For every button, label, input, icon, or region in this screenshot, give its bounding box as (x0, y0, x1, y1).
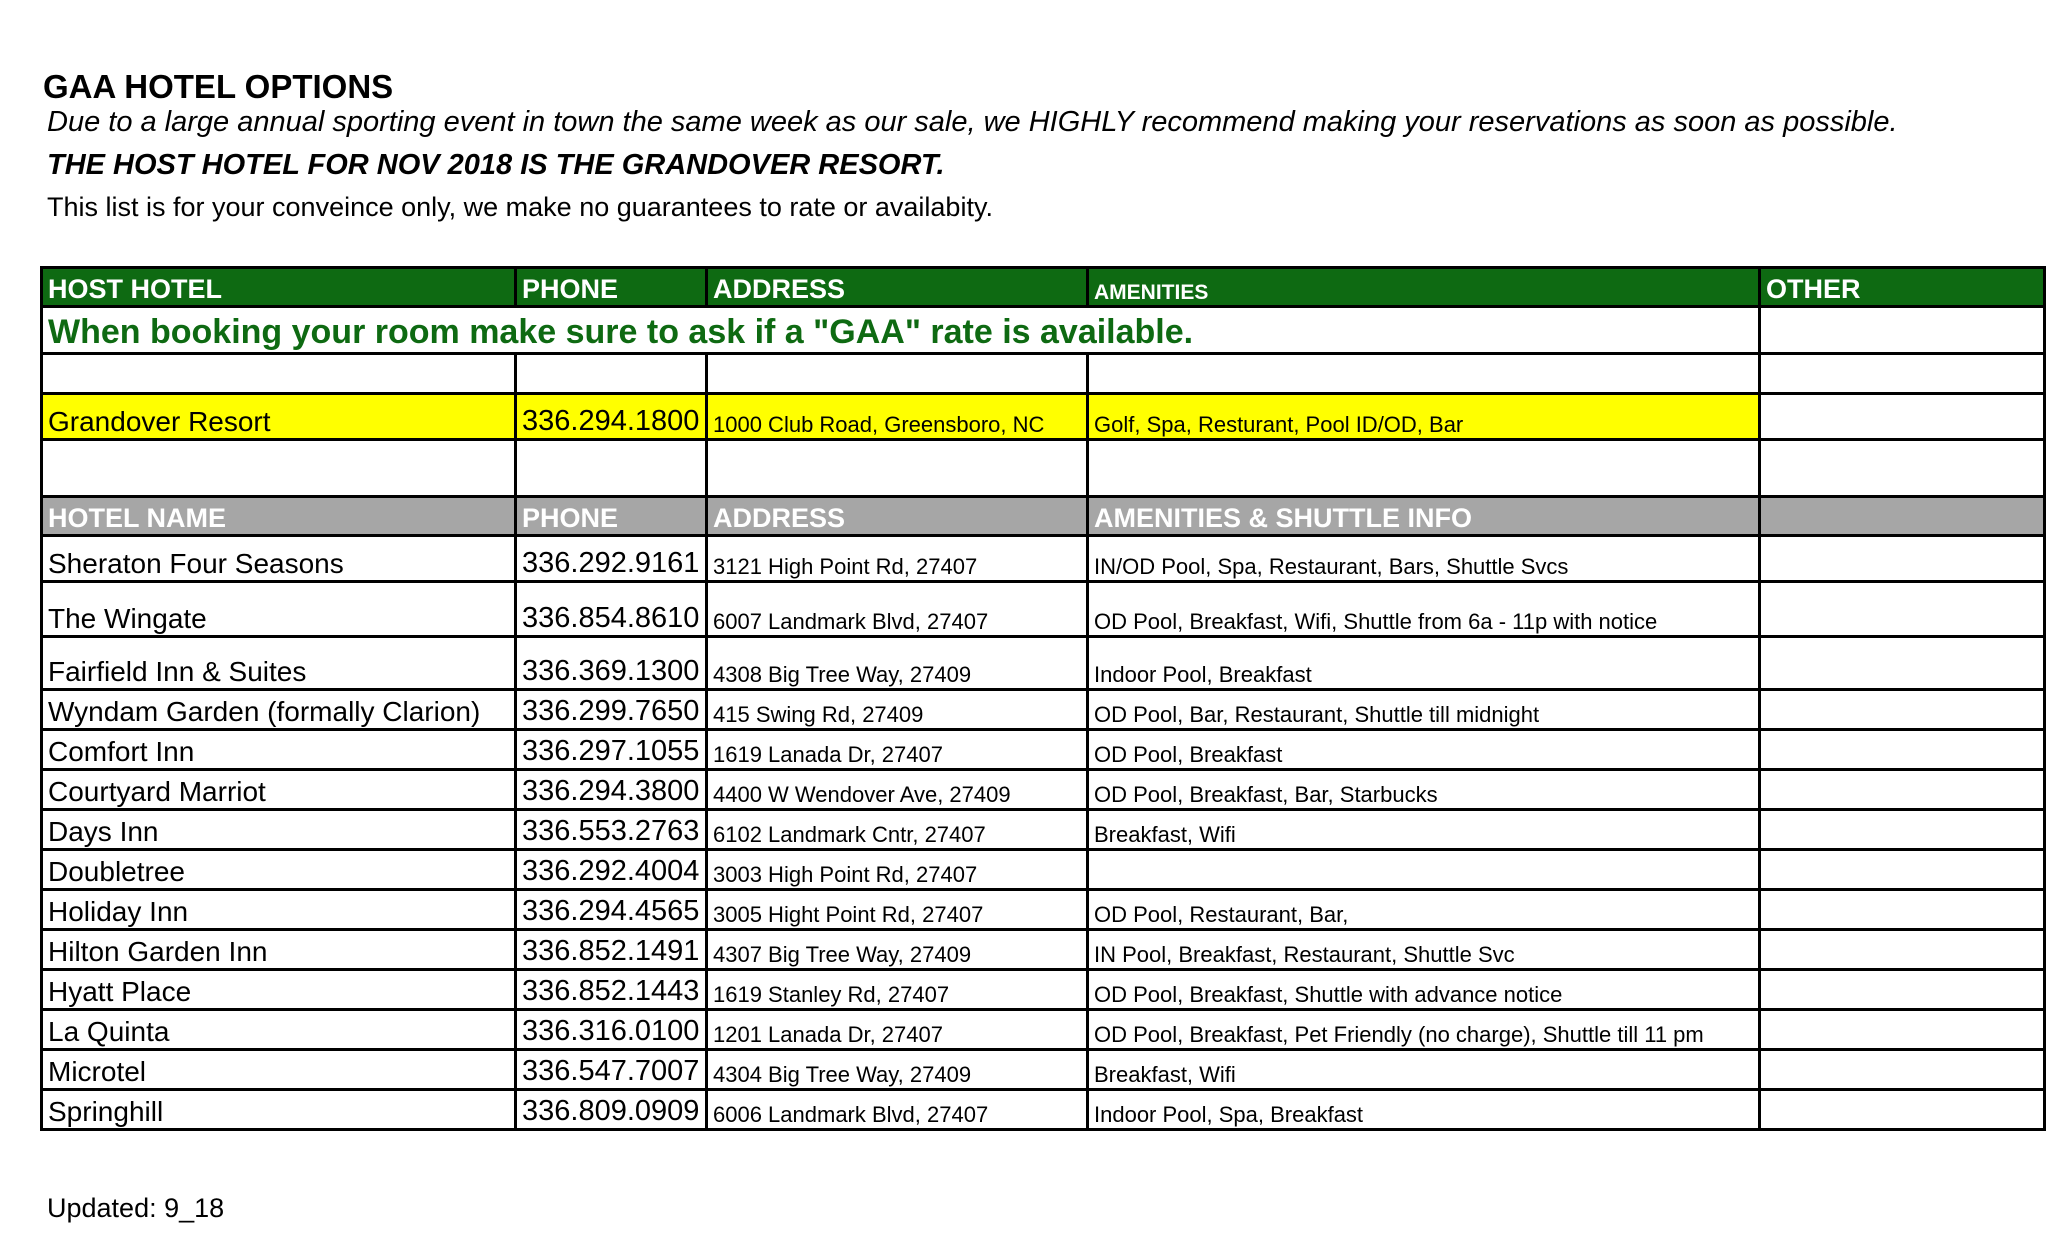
hotel-amenities: Breakfast, Wifi (1088, 1050, 1760, 1090)
table-row (42, 690, 2045, 730)
hotel-name: Comfort Inn (42, 730, 516, 770)
page-title: GAA HOTEL OPTIONS (43, 68, 394, 105)
header-phone: PHONE (516, 268, 707, 307)
hotel-name: Holiday Inn (42, 890, 516, 930)
hotel-phone: 336.292.4004 (516, 850, 707, 890)
hotel-other (1760, 1010, 2045, 1050)
spacer-row (42, 440, 2045, 497)
hotel-address: 4304 Big Tree Way, 27409 (707, 1050, 1088, 1090)
hotel-phone: 336.297.1055 (516, 730, 707, 770)
table-row (42, 1010, 2045, 1050)
disclaimer-line: This list is for your conveince only, we make no guarantees to rate or availabity. (47, 192, 993, 222)
header-other: OTHER (1760, 268, 2045, 307)
hotel-amenities: OD Pool, Breakfast (1088, 730, 1760, 770)
table-row (42, 1050, 2045, 1090)
hotel-phone: 336.294.4565 (516, 890, 707, 930)
header-phone: PHONE (516, 497, 707, 536)
hotel-amenities: OD Pool, Breakfast, Bar, Starbucks (1088, 770, 1760, 810)
table-row (42, 810, 2045, 850)
table-row (42, 637, 2045, 690)
hotel-name: La Quinta (42, 1010, 516, 1050)
table-row (42, 970, 2045, 1010)
table-row (42, 770, 2045, 810)
hotel-amenities: Indoor Pool, Spa, Breakfast (1088, 1090, 1760, 1130)
empty-cell (1760, 307, 2045, 354)
host-hotel-line: THE HOST HOTEL FOR NOV 2018 IS THE GRANDOVER RESORT. (47, 149, 945, 181)
hotel-phone: 336.299.7650 (516, 690, 707, 730)
host-hotel-address: 1000 Club Road, Greensboro, NC (707, 394, 1088, 440)
table-row (42, 536, 2045, 582)
hotel-other (1760, 1090, 2045, 1130)
notice-line: Due to a large annual sporting event in town the same week as our sale, we HIGHLY recommend making your reservations as soon as possible. (47, 106, 1898, 138)
hotel-other (1760, 690, 2045, 730)
hotel-address: 4307 Big Tree Way, 27409 (707, 930, 1088, 970)
host-hotel-phone: 336.294.1800 (516, 394, 707, 440)
hotel-other (1760, 1050, 2045, 1090)
hotel-amenities: Breakfast, Wifi (1088, 810, 1760, 850)
hotel-other (1760, 536, 2045, 582)
hotel-amenities: OD Pool, Breakfast, Shuttle with advance notice (1088, 970, 1760, 1010)
hotel-address: 3121 High Point Rd, 27407 (707, 536, 1088, 582)
hotel-amenities: OD Pool, Restaurant, Bar, (1088, 890, 1760, 930)
header-address: ADDRESS (707, 497, 1088, 536)
host-hotel-amenities: Golf, Spa, Resturant, Pool ID/OD, Bar (1088, 394, 1760, 440)
hotel-address: 1619 Stanley Rd, 27407 (707, 970, 1088, 1010)
hotel-name: Hyatt Place (42, 970, 516, 1010)
hotel-other (1760, 850, 2045, 890)
hotel-address: 4308 Big Tree Way, 27409 (707, 637, 1088, 690)
table-row (42, 582, 2045, 637)
hotel-other (1760, 810, 2045, 850)
hotel-address: 1201 Lanada Dr, 27407 (707, 1010, 1088, 1050)
hotel-other (1760, 890, 2045, 930)
table-row (42, 730, 2045, 770)
spacer-row (42, 354, 2045, 394)
header-amenities-shuttle: AMENITIES & SHUTTLE INFO (1088, 497, 1760, 536)
hotel-address: 4400 W Wendover Ave, 27409 (707, 770, 1088, 810)
hotel-amenities: OD Pool, Breakfast, Pet Friendly (no charge), Shuttle till 11 pm (1088, 1010, 1760, 1050)
table-row (42, 930, 2045, 970)
host-hotel-name: Grandover Resort (42, 394, 516, 440)
host-hotel-row (42, 394, 2045, 440)
header-hotel-name: HOTEL NAME (42, 497, 516, 536)
hotel-other (1760, 930, 2045, 970)
hotel-address: 1619 Lanada Dr, 27407 (707, 730, 1088, 770)
hotel-name: Doubletree (42, 850, 516, 890)
hotel-amenities: OD Pool, Breakfast, Wifi, Shuttle from 6a - 11p with notice (1088, 582, 1760, 637)
hotel-address: 3005 Hight Point Rd, 27407 (707, 890, 1088, 930)
hotel-name: Courtyard Marriot (42, 770, 516, 810)
hotel-address: 6007 Landmark Blvd, 27407 (707, 582, 1088, 637)
hotel-name: Microtel (42, 1050, 516, 1090)
hotel-name: Hilton Garden Inn (42, 930, 516, 970)
hotel-other (1760, 970, 2045, 1010)
host-header-row (42, 268, 2045, 307)
table-row (42, 850, 2045, 890)
hotel-name: Sheraton Four Seasons (42, 536, 516, 582)
table-row (42, 1090, 2045, 1130)
hotel-address: 6006 Landmark Blvd, 27407 (707, 1090, 1088, 1130)
hotel-address: 6102 Landmark Cntr, 27407 (707, 810, 1088, 850)
updated-note: Updated: 9_18 (47, 1193, 225, 1223)
hotel-phone: 336.553.2763 (516, 810, 707, 850)
hotel-name: Days Inn (42, 810, 516, 850)
list-header-row (42, 497, 2045, 536)
host-hotel-other (1760, 394, 2045, 440)
hotel-table (40, 266, 2046, 1131)
hotel-address: 415 Swing Rd, 27409 (707, 690, 1088, 730)
hotel-phone: 336.316.0100 (516, 1010, 707, 1050)
hotel-name: Wyndam Garden (formally Clarion) (42, 690, 516, 730)
header-other (1760, 497, 2045, 536)
header-host-hotel: HOST HOTEL (42, 268, 516, 307)
hotel-amenities: OD Pool, Bar, Restaurant, Shuttle till midnight (1088, 690, 1760, 730)
booking-tip-row (42, 307, 2045, 354)
hotel-phone: 336.852.1491 (516, 930, 707, 970)
hotel-other (1760, 582, 2045, 637)
hotel-other (1760, 770, 2045, 810)
hotel-phone: 336.292.9161 (516, 536, 707, 582)
hotel-amenities: Indoor Pool, Breakfast (1088, 637, 1760, 690)
hotel-other (1760, 637, 2045, 690)
header-address: ADDRESS (707, 268, 1088, 307)
hotel-phone: 336.809.0909 (516, 1090, 707, 1130)
hotel-name: Springhill (42, 1090, 516, 1130)
hotel-phone: 336.369.1300 (516, 637, 707, 690)
hotel-other (1760, 730, 2045, 770)
hotel-address: 3003 High Point Rd, 27407 (707, 850, 1088, 890)
hotel-phone: 336.294.3800 (516, 770, 707, 810)
hotel-amenities: IN Pool, Breakfast, Restaurant, Shuttle Svc (1088, 930, 1760, 970)
hotel-phone: 336.852.1443 (516, 970, 707, 1010)
hotel-name: Fairfield Inn & Suites (42, 637, 516, 690)
hotel-amenities: IN/OD Pool, Spa, Restaurant, Bars, Shuttle Svcs (1088, 536, 1760, 582)
booking-tip: When booking your room make sure to ask if a "GAA" rate is available. (42, 307, 1760, 354)
table-row (42, 890, 2045, 930)
header-amenities: AMENITIES (1088, 268, 1760, 307)
hotel-name: The Wingate (42, 582, 516, 637)
hotel-phone: 336.854.8610 (516, 582, 707, 637)
hotel-phone: 336.547.7007 (516, 1050, 707, 1090)
hotel-amenities (1088, 850, 1760, 890)
